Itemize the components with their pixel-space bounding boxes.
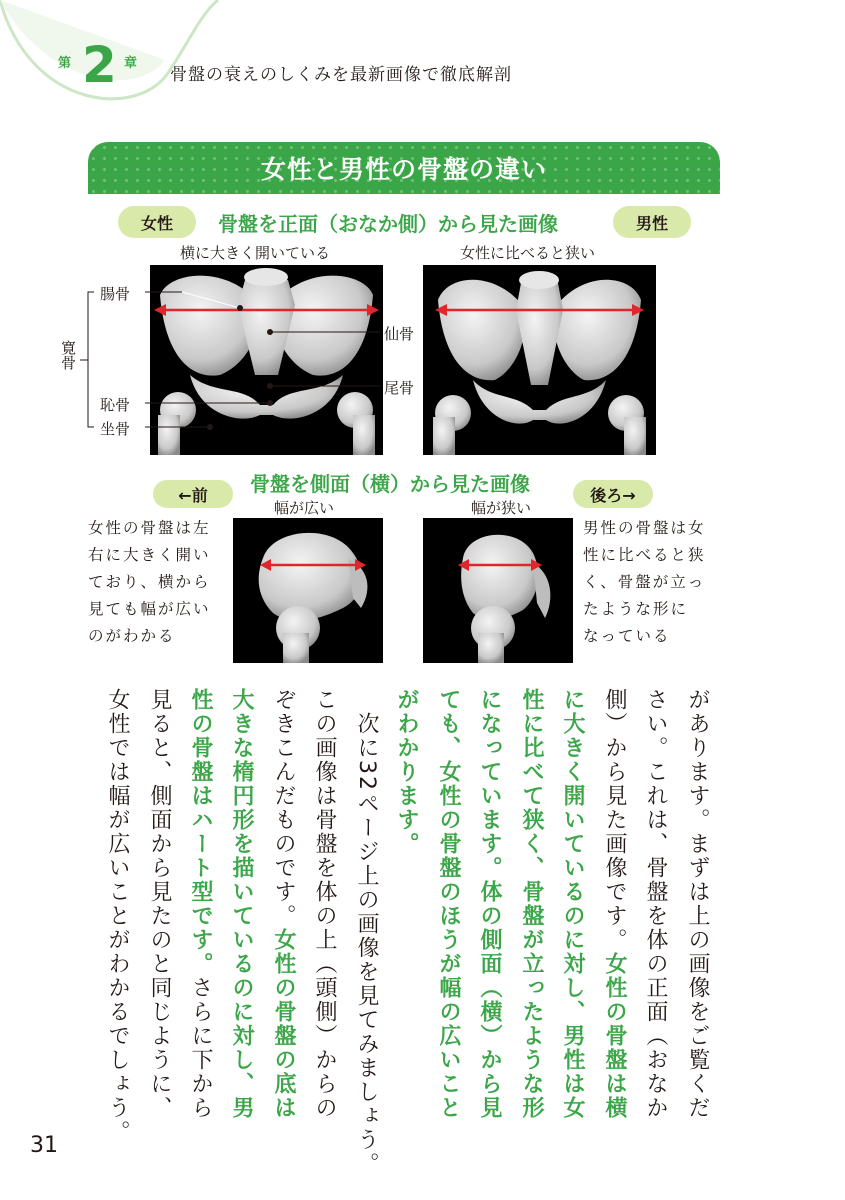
male-front-caption: 女性に比べると狭い	[460, 244, 596, 262]
side-view-heading: 骨盤を側面（横）から見た画像	[250, 472, 530, 496]
chapter-number: 2	[82, 36, 117, 94]
body-column	[391, 688, 421, 856]
male-note-line: 男性の骨盤は女	[583, 519, 706, 537]
male-pelvis-side-image	[423, 518, 573, 663]
anatomy-leader-lines	[60, 280, 440, 440]
female-note-line: 女性の骨盤は左	[88, 519, 211, 537]
female-note-line: ており、横から	[88, 573, 211, 591]
body-text-segment: この画像は骨盤を体の上（頭側）からの	[312, 688, 337, 1120]
male-front-width-arrow	[423, 295, 656, 325]
body-column	[309, 688, 339, 1120]
male-note-line: なっている	[583, 627, 671, 645]
body-column	[351, 688, 381, 1176]
female-side-note	[88, 515, 211, 650]
highlighted-text: ても、女性の骨盤のほうが幅の広いこと	[436, 688, 461, 1120]
highlighted-text: 女性の骨盤の底は	[271, 928, 296, 1120]
label-coccyx: 尾骨	[384, 379, 415, 397]
body-column	[682, 688, 712, 1120]
female-front-caption: 横に大きく開いている	[180, 244, 331, 262]
label-pubis: 恥骨	[100, 396, 131, 414]
section-banner	[88, 142, 720, 194]
highlighted-text: がわかります。	[394, 688, 419, 856]
female-note-line: のがわかる	[88, 627, 176, 645]
back-direction-tag: 後ろ→	[573, 480, 653, 508]
body-text-segment: さい。これは、骨盤を体の正面（おなか	[643, 688, 668, 1120]
male-pelvis-front-image	[423, 265, 656, 455]
body-text-segment: 見ると、側面から見たのと同じように、	[147, 688, 172, 1120]
body-column	[268, 688, 298, 1120]
body-column	[226, 688, 256, 1120]
body-column	[599, 688, 629, 1120]
highlighted-text: 性の骨盤はハート型です。	[188, 688, 213, 976]
page-number: 31	[30, 1133, 58, 1158]
female-side-width-arrow	[233, 553, 383, 577]
female-tag: 女性	[118, 206, 196, 238]
male-note-line: たような形に	[583, 600, 689, 618]
female-side-caption: 幅が広い	[274, 499, 335, 517]
label-ischium: 坐骨	[100, 420, 131, 438]
body-text-segment: 次に32ページ上の画像を見てみましょう。	[354, 688, 379, 1176]
highlighted-text: 女性の骨盤は横	[602, 952, 627, 1120]
front-view-heading: 骨盤を正面（おなか側）から見た画像	[218, 212, 558, 236]
body-column	[474, 688, 504, 1120]
highlighted-text: に大きく開いているのに対し、男性は女	[560, 688, 585, 1120]
highlighted-text: になっています。体の側面（横）から見	[477, 688, 502, 1120]
male-side-width-arrow	[423, 553, 573, 577]
male-note-line: 性に比べると狭	[583, 546, 706, 564]
label-coxal: 寛骨	[59, 340, 77, 370]
body-column	[640, 688, 670, 1120]
body-column	[516, 688, 546, 1120]
chapter-suffix: 章	[124, 56, 138, 71]
body-text-segment: 女性では幅が広いことがわかるでしょう。	[105, 688, 130, 1144]
label-ilium: 腸骨	[100, 285, 131, 303]
body-text-segment: ぞきこんだものです。	[271, 688, 296, 928]
female-note-line: 見ても幅が広い	[88, 600, 211, 618]
male-side-caption: 幅が狭い	[471, 499, 532, 517]
male-side-note	[583, 515, 706, 650]
highlighted-text: 大きな楕円形を描いているのに対し、男	[229, 688, 254, 1120]
body-column	[102, 688, 132, 1144]
chapter-title: 骨盤の衰えのしくみを最新画像で徹底解剖	[170, 65, 512, 85]
highlighted-text: 性に比べて狭く、骨盤が立ったような形	[519, 688, 544, 1120]
banner-title: 女性と男性の骨盤の違い	[260, 155, 547, 184]
male-note-line: く、骨盤が立っ	[583, 573, 706, 591]
chapter-prefix: 第	[58, 56, 72, 71]
female-pelvis-side-image	[233, 518, 383, 663]
label-sacrum: 仙骨	[384, 325, 415, 343]
female-note-line: 右に大きく開い	[88, 546, 211, 564]
body-column	[557, 688, 587, 1120]
body-text-segment: 側）から見た画像です。	[602, 688, 627, 952]
body-text-segment: があります。まずは上の画像をご覧くだ	[685, 688, 710, 1120]
front-direction-tag: ←前	[153, 480, 233, 508]
body-column	[433, 688, 463, 1120]
body-column	[144, 688, 174, 1120]
male-tag: 男性	[613, 206, 691, 238]
body-column	[185, 688, 215, 1120]
body-text-segment: さらに下から	[188, 976, 213, 1120]
